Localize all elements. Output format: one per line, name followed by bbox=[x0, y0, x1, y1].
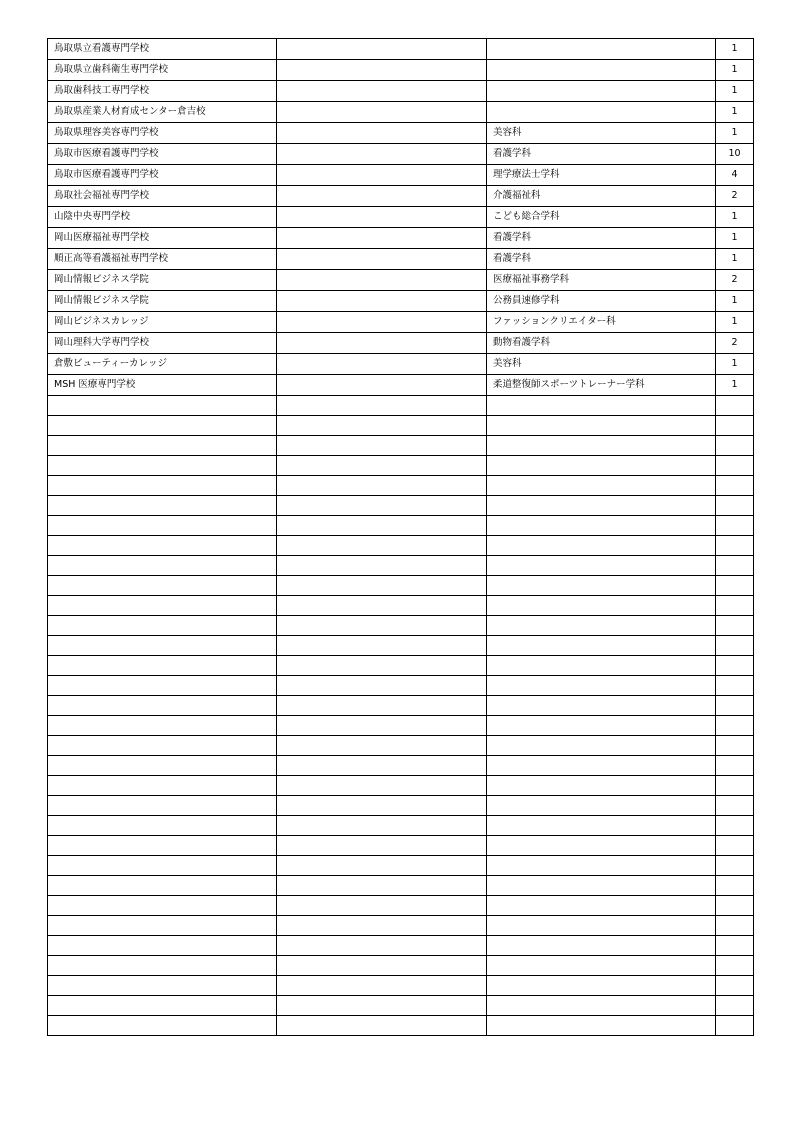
course-cell bbox=[277, 876, 487, 896]
course-cell bbox=[277, 436, 487, 456]
department-cell bbox=[487, 416, 716, 436]
department-cell bbox=[487, 996, 716, 1016]
count-cell bbox=[716, 916, 754, 936]
school-cell: 鳥取県立看護専門学校 bbox=[48, 39, 277, 60]
table-row bbox=[48, 496, 754, 516]
table-row bbox=[48, 291, 754, 312]
department-cell: こども総合学科 bbox=[487, 207, 716, 228]
school-cell bbox=[48, 616, 277, 636]
course-cell bbox=[277, 576, 487, 596]
department-cell bbox=[487, 856, 716, 876]
count-cell: 1 bbox=[716, 354, 754, 375]
department-cell bbox=[487, 60, 716, 81]
count-cell: 1 bbox=[716, 291, 754, 312]
course-cell bbox=[277, 896, 487, 916]
table-row bbox=[48, 656, 754, 676]
course-cell bbox=[277, 165, 487, 186]
school-cell bbox=[48, 636, 277, 656]
school-cell bbox=[48, 936, 277, 956]
department-cell: 動物看護学科 bbox=[487, 333, 716, 354]
table-row bbox=[48, 186, 754, 207]
table-row bbox=[48, 876, 754, 896]
course-cell bbox=[277, 416, 487, 436]
count-cell bbox=[716, 896, 754, 916]
count-cell bbox=[716, 696, 754, 716]
department-cell: 看護学科 bbox=[487, 144, 716, 165]
count-cell bbox=[716, 436, 754, 456]
count-cell: 1 bbox=[716, 312, 754, 333]
table-row bbox=[48, 796, 754, 816]
count-cell bbox=[716, 876, 754, 896]
count-cell: 1 bbox=[716, 102, 754, 123]
department-cell: 美容科 bbox=[487, 354, 716, 375]
school-cell bbox=[48, 536, 277, 556]
school-cell bbox=[48, 696, 277, 716]
department-cell bbox=[487, 556, 716, 576]
table-row bbox=[48, 312, 754, 333]
school-cell bbox=[48, 556, 277, 576]
table-row bbox=[48, 816, 754, 836]
school-cell bbox=[48, 396, 277, 416]
count-cell bbox=[716, 456, 754, 476]
course-cell bbox=[277, 656, 487, 676]
count-cell bbox=[716, 736, 754, 756]
course-cell bbox=[277, 375, 487, 396]
school-cell bbox=[48, 776, 277, 796]
school-cell: 岡山医療福祉専門学校 bbox=[48, 228, 277, 249]
course-cell bbox=[277, 123, 487, 144]
course-cell bbox=[277, 936, 487, 956]
department-cell: 看護学科 bbox=[487, 228, 716, 249]
course-cell bbox=[277, 776, 487, 796]
course-cell bbox=[277, 81, 487, 102]
department-cell bbox=[487, 636, 716, 656]
department-cell bbox=[487, 936, 716, 956]
school-cell: 岡山理科大学専門学校 bbox=[48, 333, 277, 354]
count-cell bbox=[716, 656, 754, 676]
school-cell bbox=[48, 956, 277, 976]
department-cell bbox=[487, 756, 716, 776]
table-row bbox=[48, 1016, 754, 1036]
department-cell bbox=[487, 596, 716, 616]
course-cell bbox=[277, 976, 487, 996]
count-cell: 1 bbox=[716, 228, 754, 249]
table-row bbox=[48, 756, 754, 776]
table-row bbox=[48, 60, 754, 81]
course-cell bbox=[277, 636, 487, 656]
table-row bbox=[48, 616, 754, 636]
count-cell: 1 bbox=[716, 207, 754, 228]
course-cell bbox=[277, 736, 487, 756]
department-cell bbox=[487, 516, 716, 536]
department-cell bbox=[487, 676, 716, 696]
school-cell: 鳥取市医療看護専門学校 bbox=[48, 144, 277, 165]
school-cell bbox=[48, 856, 277, 876]
school-cell: 岡山情報ビジネス学院 bbox=[48, 270, 277, 291]
count-cell: 1 bbox=[716, 123, 754, 144]
department-cell: 医療福祉事務学科 bbox=[487, 270, 716, 291]
table-row bbox=[48, 636, 754, 656]
department-cell: 美容科 bbox=[487, 123, 716, 144]
school-cell bbox=[48, 676, 277, 696]
department-cell bbox=[487, 916, 716, 936]
school-cell bbox=[48, 796, 277, 816]
department-cell bbox=[487, 656, 716, 676]
table-row bbox=[48, 916, 754, 936]
table-row bbox=[48, 165, 754, 186]
department-cell bbox=[487, 956, 716, 976]
table-row bbox=[48, 936, 754, 956]
count-cell bbox=[716, 996, 754, 1016]
count-cell bbox=[716, 716, 754, 736]
course-cell bbox=[277, 816, 487, 836]
course-cell bbox=[277, 536, 487, 556]
count-cell bbox=[716, 496, 754, 516]
course-cell bbox=[277, 270, 487, 291]
school-cell: 鳥取歯科技工専門学校 bbox=[48, 81, 277, 102]
course-cell bbox=[277, 476, 487, 496]
count-cell bbox=[716, 796, 754, 816]
count-cell bbox=[716, 836, 754, 856]
table-row bbox=[48, 436, 754, 456]
department-cell bbox=[487, 1016, 716, 1036]
department-cell: ファッションクリエイター科 bbox=[487, 312, 716, 333]
table-row bbox=[48, 836, 754, 856]
school-cell bbox=[48, 596, 277, 616]
department-cell: 介護福祉科 bbox=[487, 186, 716, 207]
table-row bbox=[48, 39, 754, 60]
table-row bbox=[48, 976, 754, 996]
department-cell bbox=[487, 696, 716, 716]
count-cell bbox=[716, 536, 754, 556]
school-cell bbox=[48, 656, 277, 676]
school-list-table bbox=[47, 38, 754, 1036]
department-cell: 柔道整復師スポーツトレーナー学科 bbox=[487, 375, 716, 396]
table-row bbox=[48, 249, 754, 270]
department-cell bbox=[487, 736, 716, 756]
table-row bbox=[48, 676, 754, 696]
school-cell bbox=[48, 916, 277, 936]
school-cell bbox=[48, 736, 277, 756]
count-cell bbox=[716, 936, 754, 956]
table-row bbox=[48, 354, 754, 375]
course-cell bbox=[277, 616, 487, 636]
count-cell: 1 bbox=[716, 39, 754, 60]
table-row bbox=[48, 270, 754, 291]
table-body bbox=[48, 39, 754, 1036]
department-cell bbox=[487, 536, 716, 556]
count-cell: 2 bbox=[716, 270, 754, 291]
department-cell bbox=[487, 476, 716, 496]
department-cell: 看護学科 bbox=[487, 249, 716, 270]
department-cell bbox=[487, 81, 716, 102]
table-row bbox=[48, 516, 754, 536]
course-cell bbox=[277, 60, 487, 81]
count-cell: 4 bbox=[716, 165, 754, 186]
course-cell bbox=[277, 333, 487, 354]
table-row bbox=[48, 696, 754, 716]
school-cell: MSH 医療専門学校 bbox=[48, 375, 277, 396]
school-cell bbox=[48, 816, 277, 836]
school-cell bbox=[48, 1016, 277, 1036]
school-cell: 鳥取県理容美容専門学校 bbox=[48, 123, 277, 144]
school-cell bbox=[48, 476, 277, 496]
school-cell: 岡山ビジネスカレッジ bbox=[48, 312, 277, 333]
course-cell bbox=[277, 102, 487, 123]
course-cell bbox=[277, 756, 487, 776]
count-cell bbox=[716, 576, 754, 596]
count-cell bbox=[716, 516, 754, 536]
course-cell bbox=[277, 228, 487, 249]
table-row bbox=[48, 736, 754, 756]
department-cell bbox=[487, 39, 716, 60]
school-cell bbox=[48, 976, 277, 996]
course-cell bbox=[277, 676, 487, 696]
course-cell bbox=[277, 836, 487, 856]
school-cell: 鳥取社会福祉専門学校 bbox=[48, 186, 277, 207]
course-cell bbox=[277, 249, 487, 270]
table-row bbox=[48, 102, 754, 123]
table-row bbox=[48, 856, 754, 876]
table-row bbox=[48, 556, 754, 576]
count-cell bbox=[716, 956, 754, 976]
course-cell bbox=[277, 354, 487, 375]
school-cell: 順正高等看護福祉専門学校 bbox=[48, 249, 277, 270]
course-cell bbox=[277, 596, 487, 616]
department-cell bbox=[487, 716, 716, 736]
department-cell bbox=[487, 102, 716, 123]
department-cell bbox=[487, 576, 716, 596]
count-cell bbox=[716, 416, 754, 436]
table-row bbox=[48, 396, 754, 416]
course-cell bbox=[277, 456, 487, 476]
table-row bbox=[48, 416, 754, 436]
table-row bbox=[48, 576, 754, 596]
table-row bbox=[48, 144, 754, 165]
table-row bbox=[48, 996, 754, 1016]
school-cell: 山陰中央専門学校 bbox=[48, 207, 277, 228]
school-cell bbox=[48, 756, 277, 776]
count-cell bbox=[716, 1016, 754, 1036]
count-cell bbox=[716, 776, 754, 796]
department-cell bbox=[487, 456, 716, 476]
table-row bbox=[48, 81, 754, 102]
school-cell bbox=[48, 896, 277, 916]
department-cell bbox=[487, 896, 716, 916]
school-cell bbox=[48, 996, 277, 1016]
school-cell: 鳥取県立歯科衛生専門学校 bbox=[48, 60, 277, 81]
department-cell bbox=[487, 876, 716, 896]
table-row bbox=[48, 956, 754, 976]
count-cell: 10 bbox=[716, 144, 754, 165]
course-cell bbox=[277, 696, 487, 716]
count-cell bbox=[716, 676, 754, 696]
course-cell bbox=[277, 996, 487, 1016]
table-row bbox=[48, 375, 754, 396]
count-cell: 1 bbox=[716, 81, 754, 102]
count-cell bbox=[716, 596, 754, 616]
school-cell bbox=[48, 436, 277, 456]
department-cell bbox=[487, 776, 716, 796]
department-cell bbox=[487, 496, 716, 516]
course-cell bbox=[277, 856, 487, 876]
course-cell bbox=[277, 516, 487, 536]
course-cell bbox=[277, 291, 487, 312]
count-cell: 2 bbox=[716, 186, 754, 207]
department-cell: 公務員速修学科 bbox=[487, 291, 716, 312]
table-row bbox=[48, 896, 754, 916]
school-cell bbox=[48, 456, 277, 476]
table-row bbox=[48, 123, 754, 144]
school-cell bbox=[48, 716, 277, 736]
count-cell bbox=[716, 856, 754, 876]
course-cell bbox=[277, 144, 487, 165]
table-row bbox=[48, 536, 754, 556]
department-cell bbox=[487, 976, 716, 996]
school-cell bbox=[48, 516, 277, 536]
course-cell bbox=[277, 186, 487, 207]
school-cell: 岡山情報ビジネス学院 bbox=[48, 291, 277, 312]
department-cell: 理学療法士学科 bbox=[487, 165, 716, 186]
course-cell bbox=[277, 956, 487, 976]
department-cell bbox=[487, 396, 716, 416]
table-row bbox=[48, 476, 754, 496]
table-row bbox=[48, 596, 754, 616]
department-cell bbox=[487, 836, 716, 856]
count-cell: 1 bbox=[716, 249, 754, 270]
course-cell bbox=[277, 396, 487, 416]
course-cell bbox=[277, 207, 487, 228]
school-cell: 鳥取市医療看護専門学校 bbox=[48, 165, 277, 186]
count-cell: 1 bbox=[716, 375, 754, 396]
school-cell: 鳥取県産業人材育成センター倉吉校 bbox=[48, 102, 277, 123]
table-row bbox=[48, 333, 754, 354]
course-cell bbox=[277, 312, 487, 333]
school-cell: 倉敷ビューティーカレッジ bbox=[48, 354, 277, 375]
count-cell bbox=[716, 396, 754, 416]
course-cell bbox=[277, 496, 487, 516]
count-cell bbox=[716, 616, 754, 636]
table-row bbox=[48, 228, 754, 249]
school-cell bbox=[48, 496, 277, 516]
count-cell bbox=[716, 816, 754, 836]
course-cell bbox=[277, 796, 487, 816]
table-row bbox=[48, 776, 754, 796]
course-cell bbox=[277, 916, 487, 936]
count-cell bbox=[716, 756, 754, 776]
department-cell bbox=[487, 436, 716, 456]
table-row bbox=[48, 207, 754, 228]
table-row bbox=[48, 716, 754, 736]
school-cell bbox=[48, 836, 277, 856]
course-cell bbox=[277, 39, 487, 60]
count-cell bbox=[716, 636, 754, 656]
count-cell: 1 bbox=[716, 60, 754, 81]
department-cell bbox=[487, 616, 716, 636]
department-cell bbox=[487, 796, 716, 816]
table-row bbox=[48, 456, 754, 476]
course-cell bbox=[277, 716, 487, 736]
school-cell bbox=[48, 876, 277, 896]
course-cell bbox=[277, 556, 487, 576]
count-cell bbox=[716, 556, 754, 576]
school-cell bbox=[48, 576, 277, 596]
count-cell: 2 bbox=[716, 333, 754, 354]
count-cell bbox=[716, 476, 754, 496]
department-cell bbox=[487, 816, 716, 836]
course-cell bbox=[277, 1016, 487, 1036]
count-cell bbox=[716, 976, 754, 996]
school-cell bbox=[48, 416, 277, 436]
